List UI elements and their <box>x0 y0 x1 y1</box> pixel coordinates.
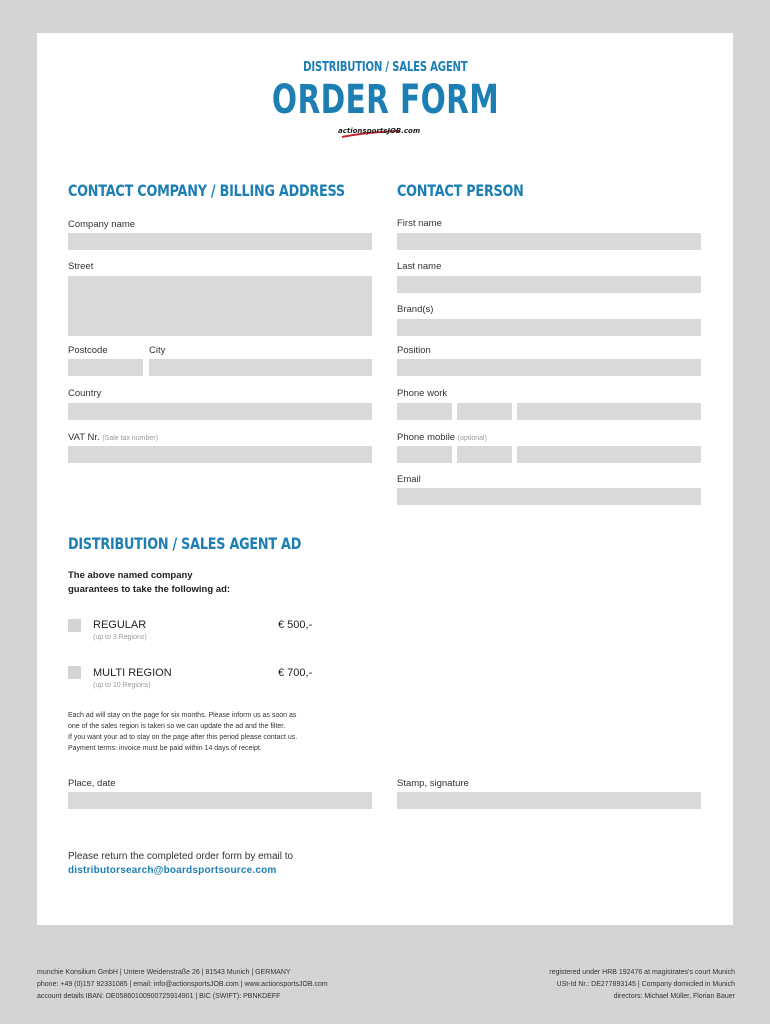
footer-line: registered under HRB 192476 at magistrates's court Munich <box>549 969 735 976</box>
regular-ad-price: € 500,- <box>278 619 313 631</box>
postcode-label: Postcode <box>68 345 108 356</box>
multi-region-ad-label: MULTI REGION <box>93 667 172 679</box>
city-field[interactable] <box>149 359 372 376</box>
stamp-signature-field[interactable] <box>397 792 701 809</box>
company-name-field[interactable] <box>68 233 372 250</box>
ad-intro-line: guarantees to take the following ad: <box>68 584 231 595</box>
ad-terms-line: Payment terms: invoice must be paid within 14 days of receipt. <box>68 745 262 752</box>
contact-heading: CONTACT PERSON <box>397 181 524 200</box>
form-title: ORDER FORM <box>271 77 499 123</box>
last-name-field[interactable] <box>397 276 701 293</box>
logo-text: actionsportsJOB.com <box>338 127 421 135</box>
regular-ad-sub: (up to 3 Regions) <box>93 634 147 641</box>
brands-label: Brand(s) <box>397 304 434 315</box>
position-field[interactable] <box>397 359 701 376</box>
postcode-field[interactable] <box>68 359 143 376</box>
first-name-field[interactable] <box>397 233 701 250</box>
vat-hint: (Sale tax number) <box>102 435 158 442</box>
position-label: Position <box>397 345 431 356</box>
phone-mobile-label-text: Phone mobile <box>397 432 456 443</box>
phone-work-country-code-field[interactable] <box>397 403 452 420</box>
first-name-label: First name <box>397 218 442 229</box>
street-field[interactable] <box>68 276 372 336</box>
last-name-label: Last name <box>397 261 442 272</box>
footer-line: munchie Konsilium GmbH | Untere Weidenstraße 26 | 81543 Munich | GERMANY <box>37 969 291 976</box>
ad-intro <box>68 569 230 597</box>
multi-region-ad-sub: (up to 10 Regions) <box>93 682 151 689</box>
phone-mobile-country-code-field[interactable] <box>397 446 452 463</box>
return-note <box>68 850 293 878</box>
regular-ad-label: REGULAR <box>93 619 147 631</box>
place-date-label: Place, date <box>68 778 116 789</box>
ad-terms-line: one of the sales region is taken so we can update the ad and the filter. <box>68 723 286 730</box>
return-note-text: Please return the completed order form by email to <box>68 851 294 862</box>
phone-work-number-field[interactable] <box>517 403 701 420</box>
phone-work-area-code-field[interactable] <box>457 403 512 420</box>
multi-region-ad-checkbox[interactable] <box>68 666 81 679</box>
email-field[interactable] <box>397 488 701 505</box>
return-email-link[interactable]: distributorsearch@boardsportsource.com <box>68 865 277 876</box>
country-field[interactable] <box>68 403 372 420</box>
stamp-signature-label: Stamp, signature <box>397 778 469 789</box>
phone-mobile-area-code-field[interactable] <box>457 446 512 463</box>
ad-terms-note <box>68 710 297 754</box>
ad-terms-line: Each ad will stay on the page for six months. Please inform us as soon as <box>68 712 297 719</box>
ad-heading: DISTRIBUTION / SALES AGENT AD <box>68 534 302 553</box>
footer-line: directors: Michael Müller, Florian Bauer <box>613 993 735 1000</box>
ad-intro-line: The above named company <box>68 570 193 581</box>
footer-line: phone: +49 (0)157 92331085 | email: info@actionsportsJOB.com | www.actionsportsJOB.com <box>37 981 328 988</box>
footer-company-info <box>37 967 328 1003</box>
country-label: Country <box>68 388 102 399</box>
place-date-field[interactable] <box>68 792 372 809</box>
vat-label <box>68 432 158 443</box>
footer-line: USt-Id Nr.: DE277893145 | Company domiciled in Munich <box>556 981 735 988</box>
phone-mobile-number-field[interactable] <box>517 446 701 463</box>
email-label: Email <box>397 474 421 485</box>
street-label: Street <box>68 261 94 272</box>
regular-ad-checkbox[interactable] <box>68 619 81 632</box>
vat-label-text: VAT Nr. <box>68 432 100 443</box>
footer-legal-info <box>549 967 735 1003</box>
city-label: City <box>149 345 166 356</box>
logo <box>338 124 434 140</box>
phone-work-label: Phone work <box>397 388 448 399</box>
vat-field[interactable] <box>68 446 372 463</box>
footer-line: account details IBAN: DE05860100900725914901 | BIC (SWIFT): PBNKDEFF <box>37 993 281 1000</box>
billing-heading: CONTACT COMPANY / BILLING ADDRESS <box>68 181 345 200</box>
ad-terms-line: If you want your ad to stay on the page after this period please contact us. <box>68 734 298 741</box>
multi-region-ad-price: € 700,- <box>278 667 313 679</box>
brands-field[interactable] <box>397 319 701 336</box>
phone-mobile-hint: (optional) <box>457 435 487 442</box>
phone-mobile-label <box>397 432 487 443</box>
form-subtitle: DISTRIBUTION / SALES AGENT <box>302 60 468 75</box>
company-name-label: Company name <box>68 219 136 230</box>
